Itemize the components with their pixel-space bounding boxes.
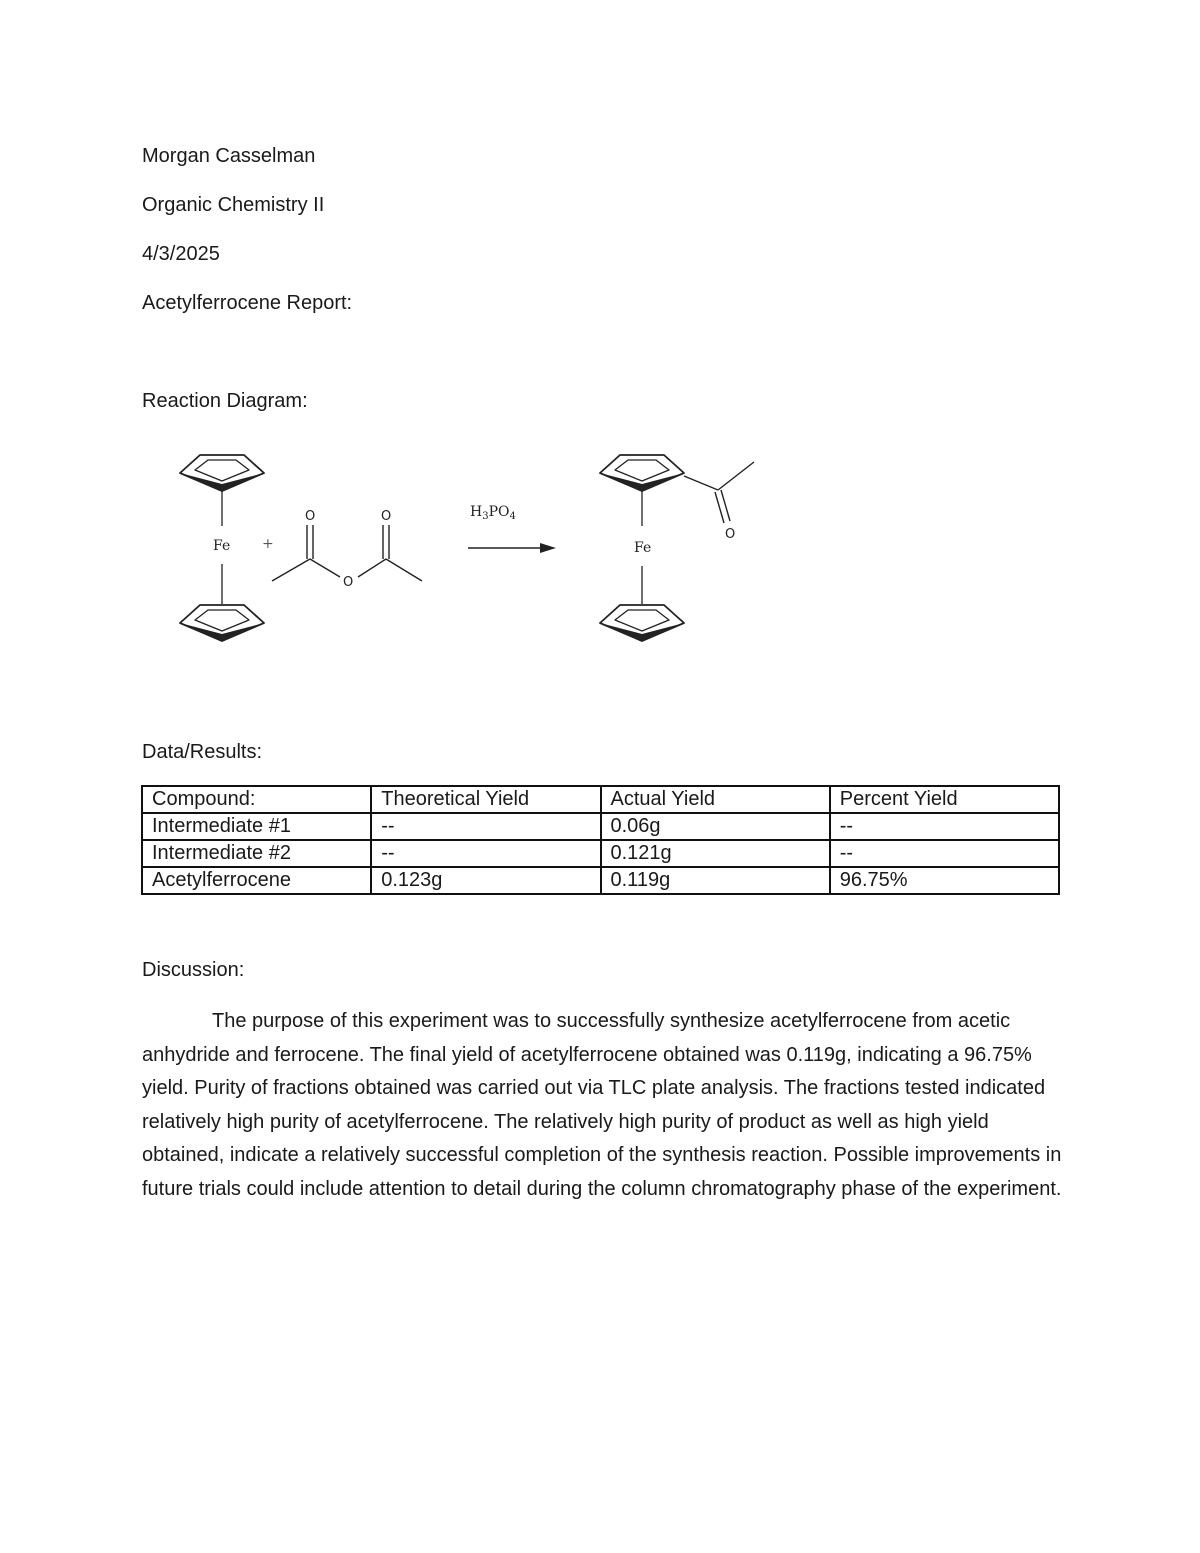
table-row [142, 840, 1059, 867]
acetic-anhydride-molecule [272, 525, 422, 581]
column-header: Theoretical Yield [371, 786, 600, 813]
ferrocene-molecule [180, 455, 264, 641]
discussion-paragraph: The purpose of this experiment was to successfully synthesize acetylferrocene from acetic anhydride and ferrocene. The final yield of acetylferrocene obtained was 0.119g, indicating a 96.75% yield. Purity of fractions obtained was carried out via TLC plate analysis. The fractions tested indicated relatively high purity of acetylferrocene. The relatively high purity of product as well as high yield obtained, indicate a relatively successful completion of the synthesis reaction. Possible improvements in future trials could include attention to detail during the column chromatography phase of the experiment. [142, 1010, 1062, 1200]
table-cell: 0.06g [601, 813, 830, 840]
author-name: Morgan Casselman [142, 145, 316, 167]
table-cell: -- [371, 840, 600, 867]
report-date: 4/3/2025 [142, 243, 220, 265]
results-table [141, 785, 1060, 895]
table-row [142, 813, 1059, 840]
cyclopentadienyl-ring-bottom [180, 605, 264, 641]
column-header: Percent Yield [830, 786, 1059, 813]
reaction-diagram [160, 440, 780, 660]
results-heading: Data/Results: [142, 741, 263, 763]
table-cell: -- [371, 813, 600, 840]
cyclopentadienyl-ring-top [600, 455, 684, 491]
reaction-diagram-heading: Reaction Diagram: [142, 390, 308, 412]
report-title: Acetylferrocene Report: [142, 292, 353, 314]
table-cell: Intermediate #2 [142, 840, 371, 867]
reaction-arrow [468, 543, 556, 553]
table-cell: -- [830, 840, 1059, 867]
oxygen-label: O [381, 509, 392, 524]
acetylferrocene-molecule [600, 455, 754, 641]
plus-sign: + [262, 536, 274, 552]
fe-label: Fe [213, 538, 231, 554]
acetyl-group [684, 462, 754, 523]
discussion-heading: Discussion: [142, 959, 245, 981]
table-header-row [142, 786, 1059, 813]
cyclopentadienyl-ring-top [180, 455, 264, 491]
course-name: Organic Chemistry II [142, 194, 325, 216]
table-cell: 0.121g [601, 840, 830, 867]
table-cell: 0.123g [371, 867, 600, 894]
oxygen-label: O [343, 575, 354, 590]
table-cell: 0.119g [601, 867, 830, 894]
fe-label: Fe [634, 540, 652, 556]
table-cell: Intermediate #1 [142, 813, 371, 840]
table-cell: -- [830, 813, 1059, 840]
cyclopentadienyl-ring-bottom [600, 605, 684, 641]
column-header: Actual Yield [601, 786, 830, 813]
oxygen-label: O [725, 527, 736, 542]
table-cell: 96.75% [830, 867, 1059, 894]
oxygen-label: O [305, 509, 316, 524]
table-row [142, 867, 1059, 894]
column-header: Compound: [142, 786, 371, 813]
table-cell: Acetylferrocene [142, 867, 371, 894]
reagent-label: $H_3PO_4$ [470, 504, 516, 522]
